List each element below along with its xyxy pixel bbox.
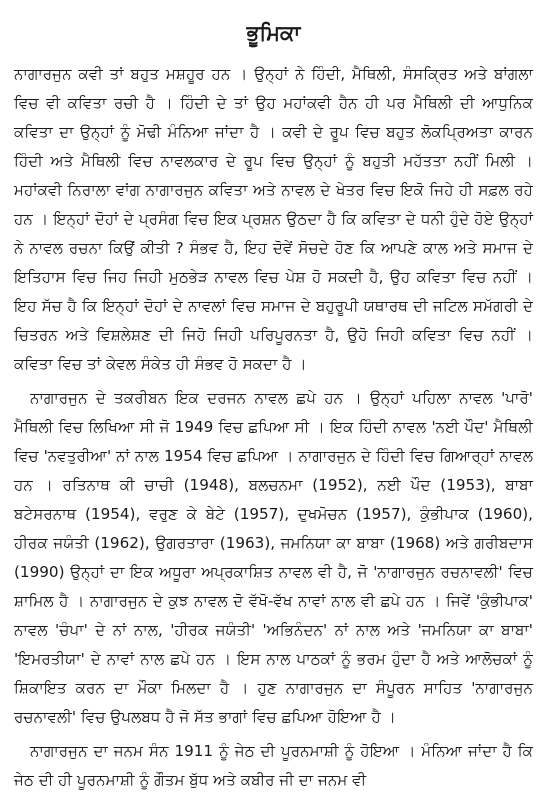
- paragraph-1: ਨਾਗਾਰਜੁਨ ਕਵੀ ਤਾਂ ਬਹੁਤ ਮਸ਼ਹੂਰ ਹਨ । ਉਨ੍ਹਾਂ ਨੇ ਹਿੰਦੀ, ਮੈਥਿਲੀ, ਸੰਸਕ੍ਰਿਤ ਅਤੇ ਬਾਂਗਲਾ ਵਿਚ ਵੀ ਕਵਿਤਾ ਰਚੀ ਹੈ । ਹਿੰਦੀ ਦੇ ਤਾਂ ਉਹ ਮਹਾਂਕਵੀ ਹੈਨ ਹੀ ਪਰ ਮੈਥਿਲੀ ਦੀ ਆਧੁਨਿਕ ਕਵਿਤਾ ਦਾ ਉਨ੍ਹਾਂ ਨੂੰ ਮੋਢੀ ਮੰਨਿਆ ਜਾਂਦਾ ਹੈ । ਕਵੀ ਦੇ ਰੂਪ ਵਿਚ ਬਹੁਤ ਲੋਕਪ੍ਰਿਅਤਾ ਕਾਰਨ ਹਿੰਦੀ ਅਤੇ ਮੈਥਿਲੀ ਵਿਚ ਨਾਵਲਕਾਰ ਦੇ ਰੂਪ ਵਿਚ ਉਨ੍ਹਾਂ ਨੂੰ ਬਹੁਤੀ ਮਹੱਤਤਾ ਨਹੀਂ ਮਿਲੀ । ਮਹਾਂਕਵੀ ਨਿਰਾਲਾ ਵਾਂਗ ਨਾਗਾਰਜੁਨ ਕਵਿਤਾ ਅਤੇ ਨਾਵਲ ਦੇ ਖੇਤਰ ਵਿਚ ਇਕੋ ਜਿਹੇ ਹੀ ਸਫ਼ਲ ਰਹੇ ਹਨ । ਇਨ੍ਹਾਂ ਦੋਹਾਂ ਦੇ ਪ੍ਰਸੰਗ ਵਿਚ ਇਕ ਪ੍ਰਸ਼ਨ ਉਠਦਾ ਹੈ ਕਿ ਕਵਿਤਾ ਦੇ ਧਨੀ ਹੁੰਦੇ ਹੋਏ ਉਨ੍ਹਾਂ ਨੇ ਨਾਵਲ ਰਚਨਾ ਕਿਉਂ ਕੀਤੀ ? ਸੰਭਵ ਹੈ, ਇਹ ਦੋਵੇਂ ਸੋਚਦੇ ਹੋਣ ਕਿ ਆਪਣੇ ਕਾਲ ਅਤੇ ਸਮਾਜ ਦੇ ਇਤਿਹਾਸ ਵਿਚ ਜਿਹ ਜਿਹੀ ਮੁਠਭੇੜ ਨਾਵਲ ਵਿਚ ਪੇਸ਼ ਹੋ ਸਕਦੀ ਹੈ, ਉਹ ਕਵਿਤਾ ਵਿਚ ਨਹੀਂ । ਇਹ ਸੱਚ ਹੈ ਕਿ ਇਨ੍ਹਾਂ ਦੋਹਾਂ ਦੇ ਨਾਵਲਾਂ ਵਿਚ ਸਮਾਜ ਦੇ ਬਹੁਰੂਪੀ ਯਥਾਰਥ ਦੀ ਜਟਿਲ ਸਮੱਗਰੀ ਦੇ ਚਿਤਰਨ ਅਤੇ ਵਿਸ਼ਲੇਸ਼ਣ ਦੀ ਜਿਹੋ ਜਿਹੀ ਪਰਿਪੂਰਨਤਾ ਹੈ, ਉਹੋ ਜਿਹੀ ਕਵਿਤਾ ਵਿਚ ਨਹੀਂ । ਕਵਿਤਾ ਵਿਚ ਤਾਂ ਕੇਵਲ ਸੰਕੇਤ ਹੀ ਸੰਭਵ ਹੋ ਸਕਦਾ ਹੈ ।: [14, 65, 533, 373]
- page-title: ਭੂਮਿਕਾ: [246, 21, 301, 45]
- paragraph-2: ਨਾਗਾਰਜੁਨ ਦੇ ਤਕਰੀਬਨ ਇਕ ਦਰਜਨ ਨਾਵਲ ਛਪੇ ਹਨ । ਉਨ੍ਹਾਂ ਪਹਿਲਾ ਨਾਵਲ 'ਪਾਰੋ' ਮੈਥਿਲੀ ਵਿਚ ਲਿਖਿਆ ਸੀ ਜੋ 1949 ਵਿਚ ਛਪਿਆ ਸੀ । ਇਕ ਹਿੰਦੀ ਨਾਵਲ 'ਨਈ ਪੌਦ' ਮੈਥਿਲੀ ਵਿਚ 'ਨਵਤੁਰੀਆ' ਨਾਂ ਨਾਲ 1954 ਵਿਚ ਛਪਿਆ । ਨਾਗਾਰਜੁਨ ਦੇ ਹਿੰਦੀ ਵਿਚ ਗਿਆਰ੍ਹਾਂ ਨਾਵਲ ਹਨ । ਰਤਿਨਾਥ ਕੀ ਚਾਚੀ (1948), ਬਲਚਨਮਾ (1952), ਨਈ ਪੌਦ (1953), ਬਾਬਾ ਬਟੇਸਰਨਾਥ (1954), ਵਰੁਣ ਕੇ ਬੇਟੇ (1957), ਦੁਖਮੋਚਨ (1957), ਕੁੰਭੀਪਾਕ (1960), ਹੀਰਕ ਜਯੰਤੀ (1962), ਉਗਰਤਾਰਾ (1963), ਜਮਨਿਯਾ ਕਾ ਬਾਬਾ (1968) ਅਤੇ ਗਰੀਬਦਾਸ (1990) ਉਨ੍ਹਾਂ ਦਾ ਇਕ ਅਧੂਰਾ ਅਪ੍ਰਕਾਸ਼ਿਤ ਨਾਵਲ ਵੀ ਹੈ, ਜੋ 'ਨਾਗਾਰਜੁਨ ਰਚਨਾਵਲੀ' ਵਿਚ ਸ਼ਾਮਿਲ ਹੈ । ਨਾਗਾਰਜੁਨ ਦੇ ਕੁਝ ਨਾਵਲ ਦੋ ਵੱਖੋ-ਵੱਖ ਨਾਵਾਂ ਨਾਲ ਵੀ ਛਪੇ ਹਨ । ਜਿਵੇਂ 'ਕੁੰਭੀਪਾਕ' ਨਾਵਲ 'ਚੰਪਾ' ਦੇ ਨਾਂ ਨਾਲ, 'ਹੀਰਕ ਜਯੰਤੀ' 'ਅਭਿਨੰਦਨ' ਨਾਂ ਨਾਲ ਅਤੇ 'ਜਮਨਿਯਾ ਕਾ ਬਾਬਾ' 'ਇਮਰਤੀਯਾ' ਦੇ ਨਾਵਾਂ ਨਾਲ ਛਪੇ ਹਨ । ਇਸ ਨਾਲ ਪਾਠਕਾਂ ਨੂੰ ਭਰਮ ਹੁੰਦਾ ਹੈ ਅਤੇ ਆਲੋਚਕਾਂ ਨੂੰ ਸ਼ਿਕਾਇਤ ਕਰਨ ਦਾ ਮੌਕਾ ਮਿਲਦਾ ਹੈ । ਹੁਣ ਨਾਗਾਰਜੁਨ ਦਾ ਸੰਪੂਰਨ ਸਾਹਿਤ 'ਨਾਗਾਰਜੁਨ ਰਚਨਾਵਲੀ' ਵਿਚ ਉਪਲਬਧ ਹੈ ਜੋ ਸੱਤ ਭਾਗਾਂ ਵਿਚ ਛਪਿਆ ਹੋਇਆ ਹੈ ।: [14, 389, 533, 726]
- paragraph-3: ਨਾਗਾਰਜੁਨ ਦਾ ਜਨਮ ਸੰਨ 1911 ਨੂੰ ਜੇਠ ਦੀ ਪੂਰਨਮਾਸ਼ੀ ਨੂੰ ਹੋਇਆ । ਮੰਨਿਆ ਜਾਂਦਾ ਹੈ ਕਿ ਜੇਠ ਦੀ ਹੀ ਪੂਰਨਮਾਸ਼ੀ ਨੂੰ ਗੌਤਮ ਬੁੱਧ ਅਤੇ ਕਬੀਰ ਜੀ ਦਾ ਜਨਮ ਵੀ: [14, 742, 533, 789]
